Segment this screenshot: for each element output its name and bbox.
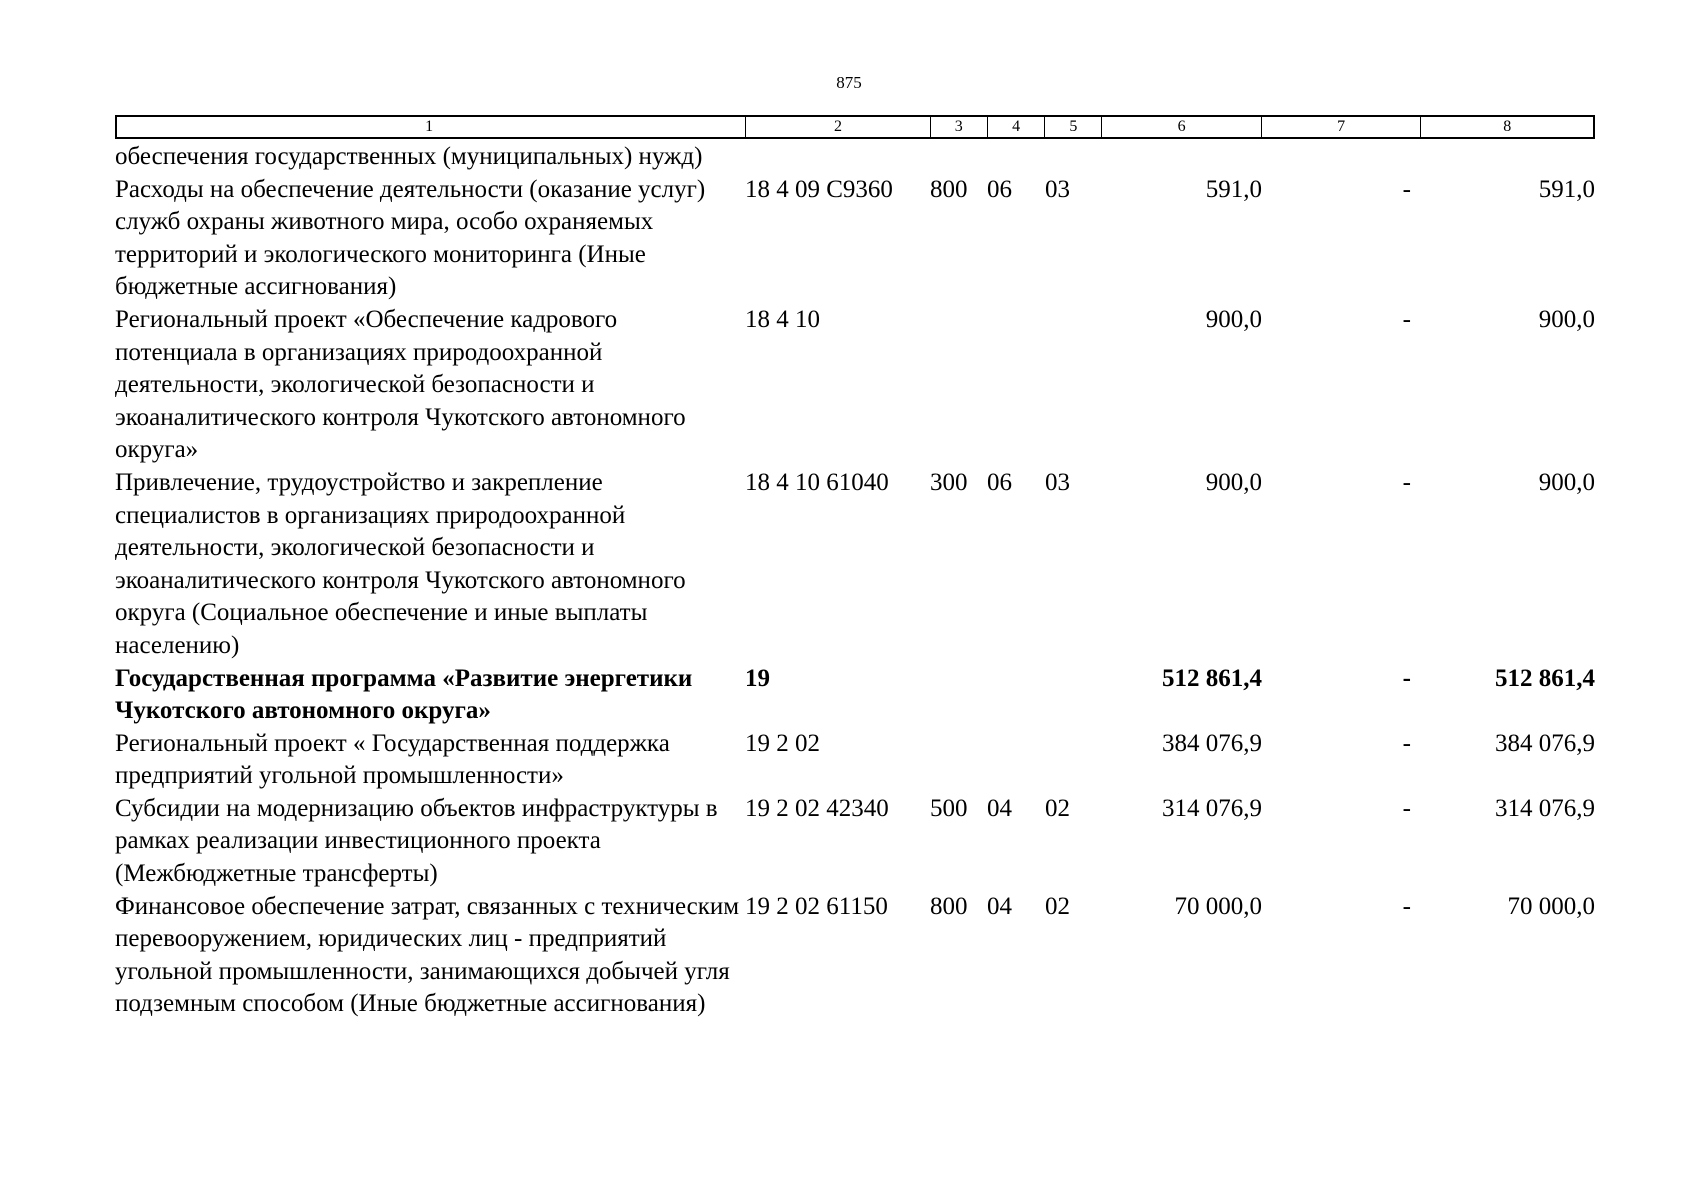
table-row — [115, 304, 1595, 467]
row-c5 — [1045, 141, 1102, 174]
row-c7: - — [1402, 305, 1411, 333]
row-c5: 03 — [1045, 175, 1070, 203]
row-c6: 384 076,9 — [1162, 729, 1262, 757]
table-row — [115, 174, 1595, 304]
row-c7: - — [1402, 892, 1411, 920]
row-c8: 314 076,9 — [1495, 794, 1595, 822]
row-c3: 500 — [930, 794, 968, 822]
table-row — [115, 467, 1595, 663]
row-c6: 512 861,4 — [1162, 664, 1262, 692]
row-c3: 300 — [930, 468, 968, 496]
row-c5 — [1045, 663, 1102, 728]
row-name: Субсидии на модернизацию объектов инфраструктуры в рамках реализации инвестиционного проекта (Межбюджетные трансферты) — [115, 794, 718, 888]
row-c5 — [1045, 728, 1102, 793]
row-name: Региональный проект «Обеспечение кадрового потенциала в организациях природоохранной деятельности, экологической безопасности и экоаналитического контроля Чукотского автономного округа» — [115, 305, 686, 464]
row-c8: 900,0 — [1538, 468, 1595, 496]
row-c4: 04 — [987, 892, 1012, 920]
row-c8: 384 076,9 — [1495, 729, 1595, 757]
row-c3: 800 — [930, 892, 968, 920]
row-c7: - — [1402, 729, 1411, 757]
row-name: Финансовое обеспечение затрат, связанных с техническим перевооружением, юридических лиц - предприятий угольной промышленности, занимающихся добычей угля подземным способом (Иные бюджетные ассигнования) — [115, 892, 740, 1018]
row-c4: 04 — [987, 794, 1012, 822]
row-code: 18 4 09 С9360 — [745, 175, 893, 203]
column-header-5: 5 — [1044, 117, 1101, 137]
table-row — [115, 141, 1595, 174]
row-c8: 512 861,4 — [1495, 664, 1595, 692]
page-number: 875 — [836, 73, 862, 92]
row-c4 — [987, 141, 1045, 174]
row-code: 19 2 02 — [745, 729, 820, 757]
column-header-7: 7 — [1261, 117, 1421, 137]
row-c6: 591,0 — [1205, 175, 1262, 203]
row-c7: - — [1402, 175, 1411, 203]
row-c5: 02 — [1045, 794, 1070, 822]
row-name: Привлечение, трудоустройство и закрепление специалистов в организациях природоохранной деятельности, экологической безопасности и экоаналитического контроля Чукотского автономного округа (Социальное обеспечение и иные выплаты населению) — [115, 468, 686, 659]
row-name: Региональный проект « Государственная поддержка предприятий угольной промышленности» — [115, 729, 670, 790]
row-c3 — [930, 728, 987, 793]
row-name: Расходы на обеспечение деятельности (оказание услуг) служб охраны животного мира, особо охраняемых территорий и экологического мониторинга (Иные бюджетные ассигнования) — [115, 175, 706, 301]
row-code — [745, 141, 930, 174]
row-c3 — [930, 663, 987, 728]
table-row-program — [115, 663, 1595, 728]
row-c4 — [987, 728, 1045, 793]
row-c8: 70 000,0 — [1507, 892, 1595, 920]
row-code: 19 2 02 61150 — [745, 892, 888, 920]
row-c8: 591,0 — [1538, 175, 1595, 203]
row-c6: 314 076,9 — [1162, 794, 1262, 822]
row-c7: - — [1402, 794, 1411, 822]
row-c4: 06 — [987, 175, 1012, 203]
row-c7 — [1262, 141, 1422, 174]
row-code: 18 4 10 61040 — [745, 468, 889, 496]
table-body — [115, 141, 1595, 1021]
row-c3 — [930, 304, 987, 467]
row-c8: 900,0 — [1538, 305, 1595, 333]
column-header-4: 4 — [987, 117, 1045, 137]
column-header-8: 8 — [1420, 117, 1593, 137]
column-header-3: 3 — [930, 117, 987, 137]
table-header — [115, 115, 1595, 139]
table-row — [115, 891, 1595, 1021]
row-c6: 900,0 — [1205, 468, 1262, 496]
row-c6 — [1102, 141, 1262, 174]
row-code: 19 2 02 42340 — [745, 794, 889, 822]
row-c8 — [1422, 141, 1595, 174]
column-header-1: 1 — [425, 118, 434, 135]
row-c5: 03 — [1045, 468, 1070, 496]
column-header-6: 6 — [1101, 117, 1261, 137]
row-code: 19 — [745, 664, 770, 692]
row-c6: 900,0 — [1205, 305, 1262, 333]
row-name: обеспечения государственных (муниципальных) нужд) — [115, 143, 703, 170]
row-code: 18 4 10 — [745, 305, 820, 333]
table-row — [115, 728, 1595, 793]
row-c4 — [987, 663, 1045, 728]
row-c7: - — [1402, 468, 1411, 496]
row-c6: 70 000,0 — [1174, 892, 1262, 920]
column-header-2: 2 — [745, 117, 930, 137]
row-c3: 800 — [930, 175, 968, 203]
row-c5: 02 — [1045, 892, 1070, 920]
table-row — [115, 793, 1595, 891]
row-c4: 06 — [987, 468, 1012, 496]
row-c3 — [930, 141, 987, 174]
row-c7: - — [1402, 664, 1411, 692]
row-name: Государственная программа «Развитие энергетики Чукотского автономного округа» — [115, 664, 693, 725]
row-c4 — [987, 304, 1045, 467]
row-c5 — [1045, 304, 1102, 467]
